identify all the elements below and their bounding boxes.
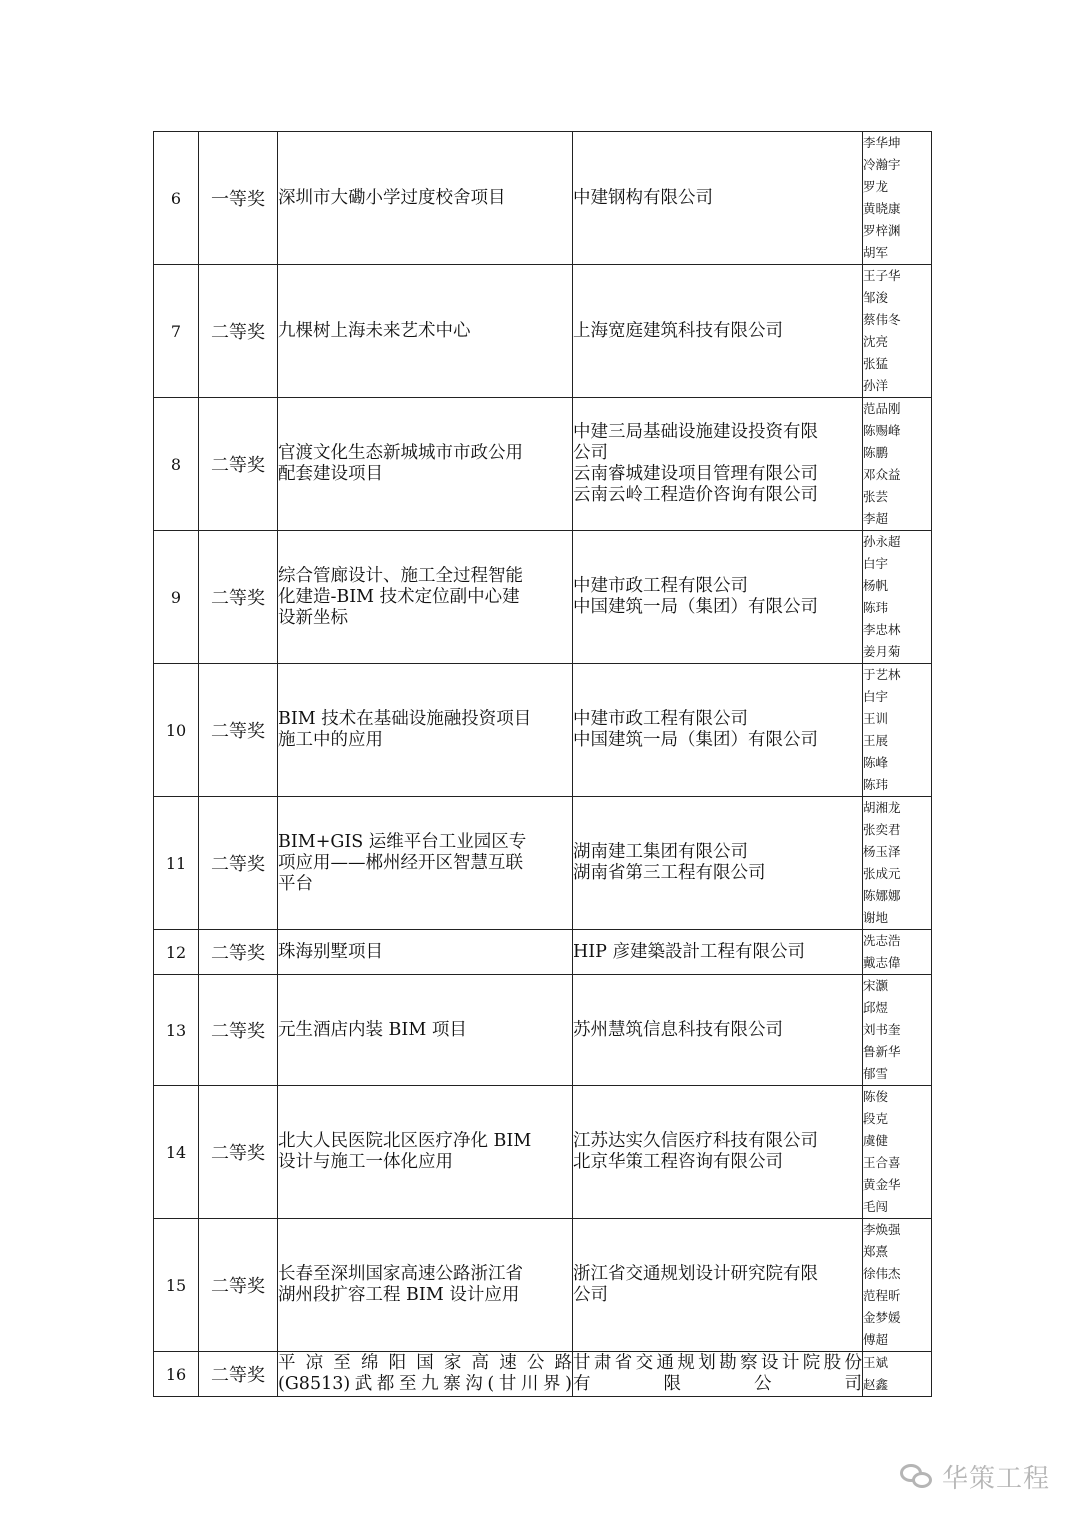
team-members-line: 邹浚 (863, 290, 889, 305)
company-name-line: 云南睿城建设项目管理有限公司 (573, 464, 818, 484)
team-members-line: 陈玮 (863, 600, 889, 615)
project-name (278, 975, 573, 1086)
company-name-line: 云南云岭工程造价咨询有限公司 (573, 485, 818, 505)
project-name (278, 1219, 573, 1352)
row-number: 13 (154, 975, 199, 1086)
project-name-line: 官渡文化生态新城城市市政公用 (278, 443, 523, 463)
team-members (863, 132, 932, 265)
team-members-line: 郑熹 (863, 1244, 889, 1259)
row-number: 11 (154, 797, 199, 930)
team-members-line: 鲁新华 (863, 1044, 901, 1059)
team-members-line: 虞健 (863, 1133, 889, 1148)
table-row (154, 930, 932, 975)
project-name (278, 797, 573, 930)
company-name-line: 江苏达实久信医疗科技有限公司 (573, 1131, 818, 1151)
project-name (278, 531, 573, 664)
award-level: 二等奖 (199, 975, 278, 1086)
team-members-line: 陈峰 (863, 755, 889, 770)
team-members-line: 张奕君 (863, 822, 901, 837)
award-level: 二等奖 (199, 797, 278, 930)
team-members-line: 范品刚 (863, 401, 901, 416)
team-members (863, 265, 932, 398)
team-members (863, 664, 932, 797)
company-name-line: 中建市政工程有限公司 (573, 709, 748, 729)
row-number: 10 (154, 664, 199, 797)
company-name (573, 1219, 863, 1352)
team-members-line: 蔡伟冬 (863, 312, 901, 327)
company-name-line: 中国建筑一局（集团）有限公司 (573, 597, 818, 617)
team-members (863, 1219, 932, 1352)
project-name-line: 平凉至绵阳国家高速公路 (278, 1353, 572, 1373)
awards-table-body (154, 132, 932, 1397)
award-level: 二等奖 (199, 1086, 278, 1219)
company-name-line: 上海宽庭建筑科技有限公司 (573, 320, 783, 341)
row-number: 14 (154, 1086, 199, 1219)
team-members-line: 李焕强 (863, 1222, 901, 1237)
watermark (900, 1458, 1050, 1495)
team-members (863, 531, 932, 664)
project-name-line: 施工中的应用 (278, 730, 383, 750)
company-name (573, 664, 863, 797)
team-members-line: 罗龙 (863, 179, 889, 194)
company-name-line: 北京华策工程咨询有限公司 (573, 1152, 783, 1172)
project-name-line: 深圳市大磡小学过度校舍项目 (278, 187, 506, 208)
team-members-line: 李超 (863, 511, 889, 526)
company-name (573, 398, 863, 531)
team-members (863, 930, 932, 975)
team-members (863, 398, 932, 531)
team-members-line: 王展 (863, 733, 889, 748)
award-level: 二等奖 (199, 1219, 278, 1352)
company-name (573, 975, 863, 1086)
team-members-line: 姜月菊 (863, 644, 901, 659)
team-members-line: 刘书奎 (863, 1022, 901, 1037)
team-members-line: 王合喜 (863, 1155, 901, 1170)
project-name (278, 265, 573, 398)
team-members-line: 陈玮 (863, 777, 889, 792)
award-level: 二等奖 (199, 664, 278, 797)
team-members-line: 王斌 (863, 1355, 889, 1370)
team-members-line: 王子华 (863, 268, 901, 283)
project-name-line: 设计与施工一体化应用 (278, 1152, 453, 1172)
team-members-line: 毛闯 (863, 1199, 889, 1214)
team-members-line: 冷瀚宇 (863, 157, 901, 172)
company-name-line: 浙江省交通规划设计研究院有限 (573, 1264, 818, 1284)
project-name-line: BIM+GIS 运维平台工业园区专 (278, 831, 527, 852)
project-name-line: 珠海别墅项目 (278, 941, 383, 962)
team-members (863, 1352, 932, 1397)
row-number: 15 (154, 1219, 199, 1352)
row-number: 9 (154, 531, 199, 664)
company-name (573, 132, 863, 265)
team-members-line: 陈赐峰 (863, 423, 901, 438)
project-name-line: BIM 技术在基础设施融投资项目 (278, 709, 532, 729)
team-members-line: 谢地 (863, 910, 889, 925)
team-members-line: 孙永超 (863, 534, 901, 549)
table-row (154, 1086, 932, 1219)
team-members-line: 陈娜娜 (863, 888, 901, 903)
company-name-line: 中国建筑一局（集团）有限公司 (573, 730, 818, 750)
team-members-line: 黄金华 (863, 1177, 901, 1192)
company-name-line: 中建市政工程有限公司 (573, 576, 748, 596)
team-members-line: 李华坤 (863, 135, 901, 150)
team-members (863, 797, 932, 930)
company-name-line: 湖南省第三工程有限公司 (573, 863, 766, 883)
team-members (863, 1086, 932, 1219)
company-name-line: 公司 (573, 1285, 608, 1305)
row-number: 7 (154, 265, 199, 398)
company-name-line: HIP 彦建築設計工程有限公司 (573, 941, 806, 962)
company-name-line: 苏州慧筑信息科技有限公司 (573, 1019, 783, 1040)
wechat-icon (900, 1462, 934, 1492)
row-number: 16 (154, 1352, 199, 1397)
team-members-line: 李忠林 (863, 622, 901, 637)
company-name (573, 531, 863, 664)
project-name (278, 930, 573, 975)
team-members-line: 戴志偉 (863, 955, 901, 970)
team-members (863, 975, 932, 1086)
company-name (573, 265, 863, 398)
team-members-line: 冼志浩 (863, 933, 901, 948)
team-members-line: 张猛 (863, 356, 889, 371)
team-members-line: 杨玉泽 (863, 844, 901, 859)
company-name (573, 1086, 863, 1219)
team-members-line: 邓众益 (863, 467, 901, 482)
table-row (154, 531, 932, 664)
team-members-line: 赵鑫 (863, 1377, 889, 1392)
team-members-line: 金梦媛 (863, 1310, 901, 1325)
team-members-line: 白宇 (863, 689, 889, 704)
award-level: 二等奖 (199, 930, 278, 975)
table-row (154, 132, 932, 265)
company-name-line: 甘肃省交通规划勘察设计院股份 (573, 1353, 862, 1373)
project-name-line: 综合管廊设计、施工全过程智能 (278, 565, 523, 586)
project-name (278, 1352, 573, 1397)
project-name-line: 湖州段扩容工程 BIM 设计应用 (278, 1285, 520, 1305)
team-members-line: 段克 (863, 1111, 889, 1126)
team-members-line: 陈俊 (863, 1089, 889, 1104)
project-name (278, 1086, 573, 1219)
award-level: 二等奖 (199, 265, 278, 398)
team-members-line: 傅超 (863, 1332, 889, 1347)
table-row (154, 797, 932, 930)
project-name-line: 设新坐标 (278, 607, 348, 628)
row-number: 6 (154, 132, 199, 265)
team-members-line: 胡湘龙 (863, 800, 901, 815)
company-name-line: 有限公司 (573, 1374, 862, 1394)
project-name (278, 398, 573, 531)
row-number: 12 (154, 930, 199, 975)
team-members-line: 徐伟杰 (863, 1266, 901, 1281)
row-number: 8 (154, 398, 199, 531)
project-name-line: 九棵树上海未来艺术中心 (278, 320, 471, 341)
project-name-line: 化建造-BIM 技术定位副中心建 (278, 586, 520, 607)
team-members-line: 黄晓康 (863, 201, 901, 216)
company-name (573, 930, 863, 975)
project-name-line: 长春至深圳国家高速公路浙江省 (278, 1264, 523, 1284)
table-row (154, 398, 932, 531)
project-name-line: 项应用——郴州经开区智慧互联 (278, 852, 523, 873)
project-name-line: 元生酒店内装 BIM 项目 (278, 1019, 467, 1040)
team-members-line: 郁雪 (863, 1066, 889, 1081)
team-members-line: 孙洋 (863, 378, 889, 393)
team-members-line: 张成元 (863, 866, 901, 881)
award-level: 二等奖 (199, 531, 278, 664)
team-members-line: 罗梓渊 (863, 223, 901, 238)
team-members-line: 白宇 (863, 556, 889, 571)
award-level: 二等奖 (199, 1352, 278, 1397)
table-row (154, 664, 932, 797)
award-level: 一等奖 (199, 132, 278, 265)
project-name (278, 664, 573, 797)
table-row (154, 975, 932, 1086)
team-members-line: 王训 (863, 711, 889, 726)
company-name (573, 797, 863, 930)
table-row (154, 1219, 932, 1352)
project-name (278, 132, 573, 265)
table-row (154, 1352, 932, 1397)
watermark-text: 华策工程 (942, 1464, 1051, 1494)
table-row (154, 265, 932, 398)
company-name-line: 公司 (573, 443, 608, 463)
team-members-line: 陈鹏 (863, 445, 889, 460)
team-members-line: 宋灏 (863, 978, 889, 993)
team-members-line: 范程昕 (863, 1288, 901, 1303)
team-members-line: 沈亮 (863, 334, 889, 349)
company-name (573, 1352, 863, 1397)
project-name-line: (G8513)武都至九寨沟(甘川界) (278, 1374, 572, 1394)
awards-table (153, 131, 932, 1397)
award-level: 二等奖 (199, 398, 278, 531)
team-members-line: 杨帆 (863, 578, 889, 593)
project-name-line: 平台 (278, 873, 313, 894)
team-members-line: 邱煜 (863, 1000, 889, 1015)
team-members-line: 胡军 (863, 245, 889, 260)
company-name-line: 湖南建工集团有限公司 (573, 842, 748, 862)
team-members-line: 张芸 (863, 489, 889, 504)
company-name-line: 中建三局基础设施建设投资有限 (573, 422, 818, 442)
project-name-line: 北大人民医院北区医疗净化 BIM (278, 1131, 532, 1151)
project-name-line: 配套建设项目 (278, 464, 383, 484)
team-members-line: 于艺林 (863, 667, 901, 682)
company-name-line: 中建钢构有限公司 (573, 187, 713, 208)
